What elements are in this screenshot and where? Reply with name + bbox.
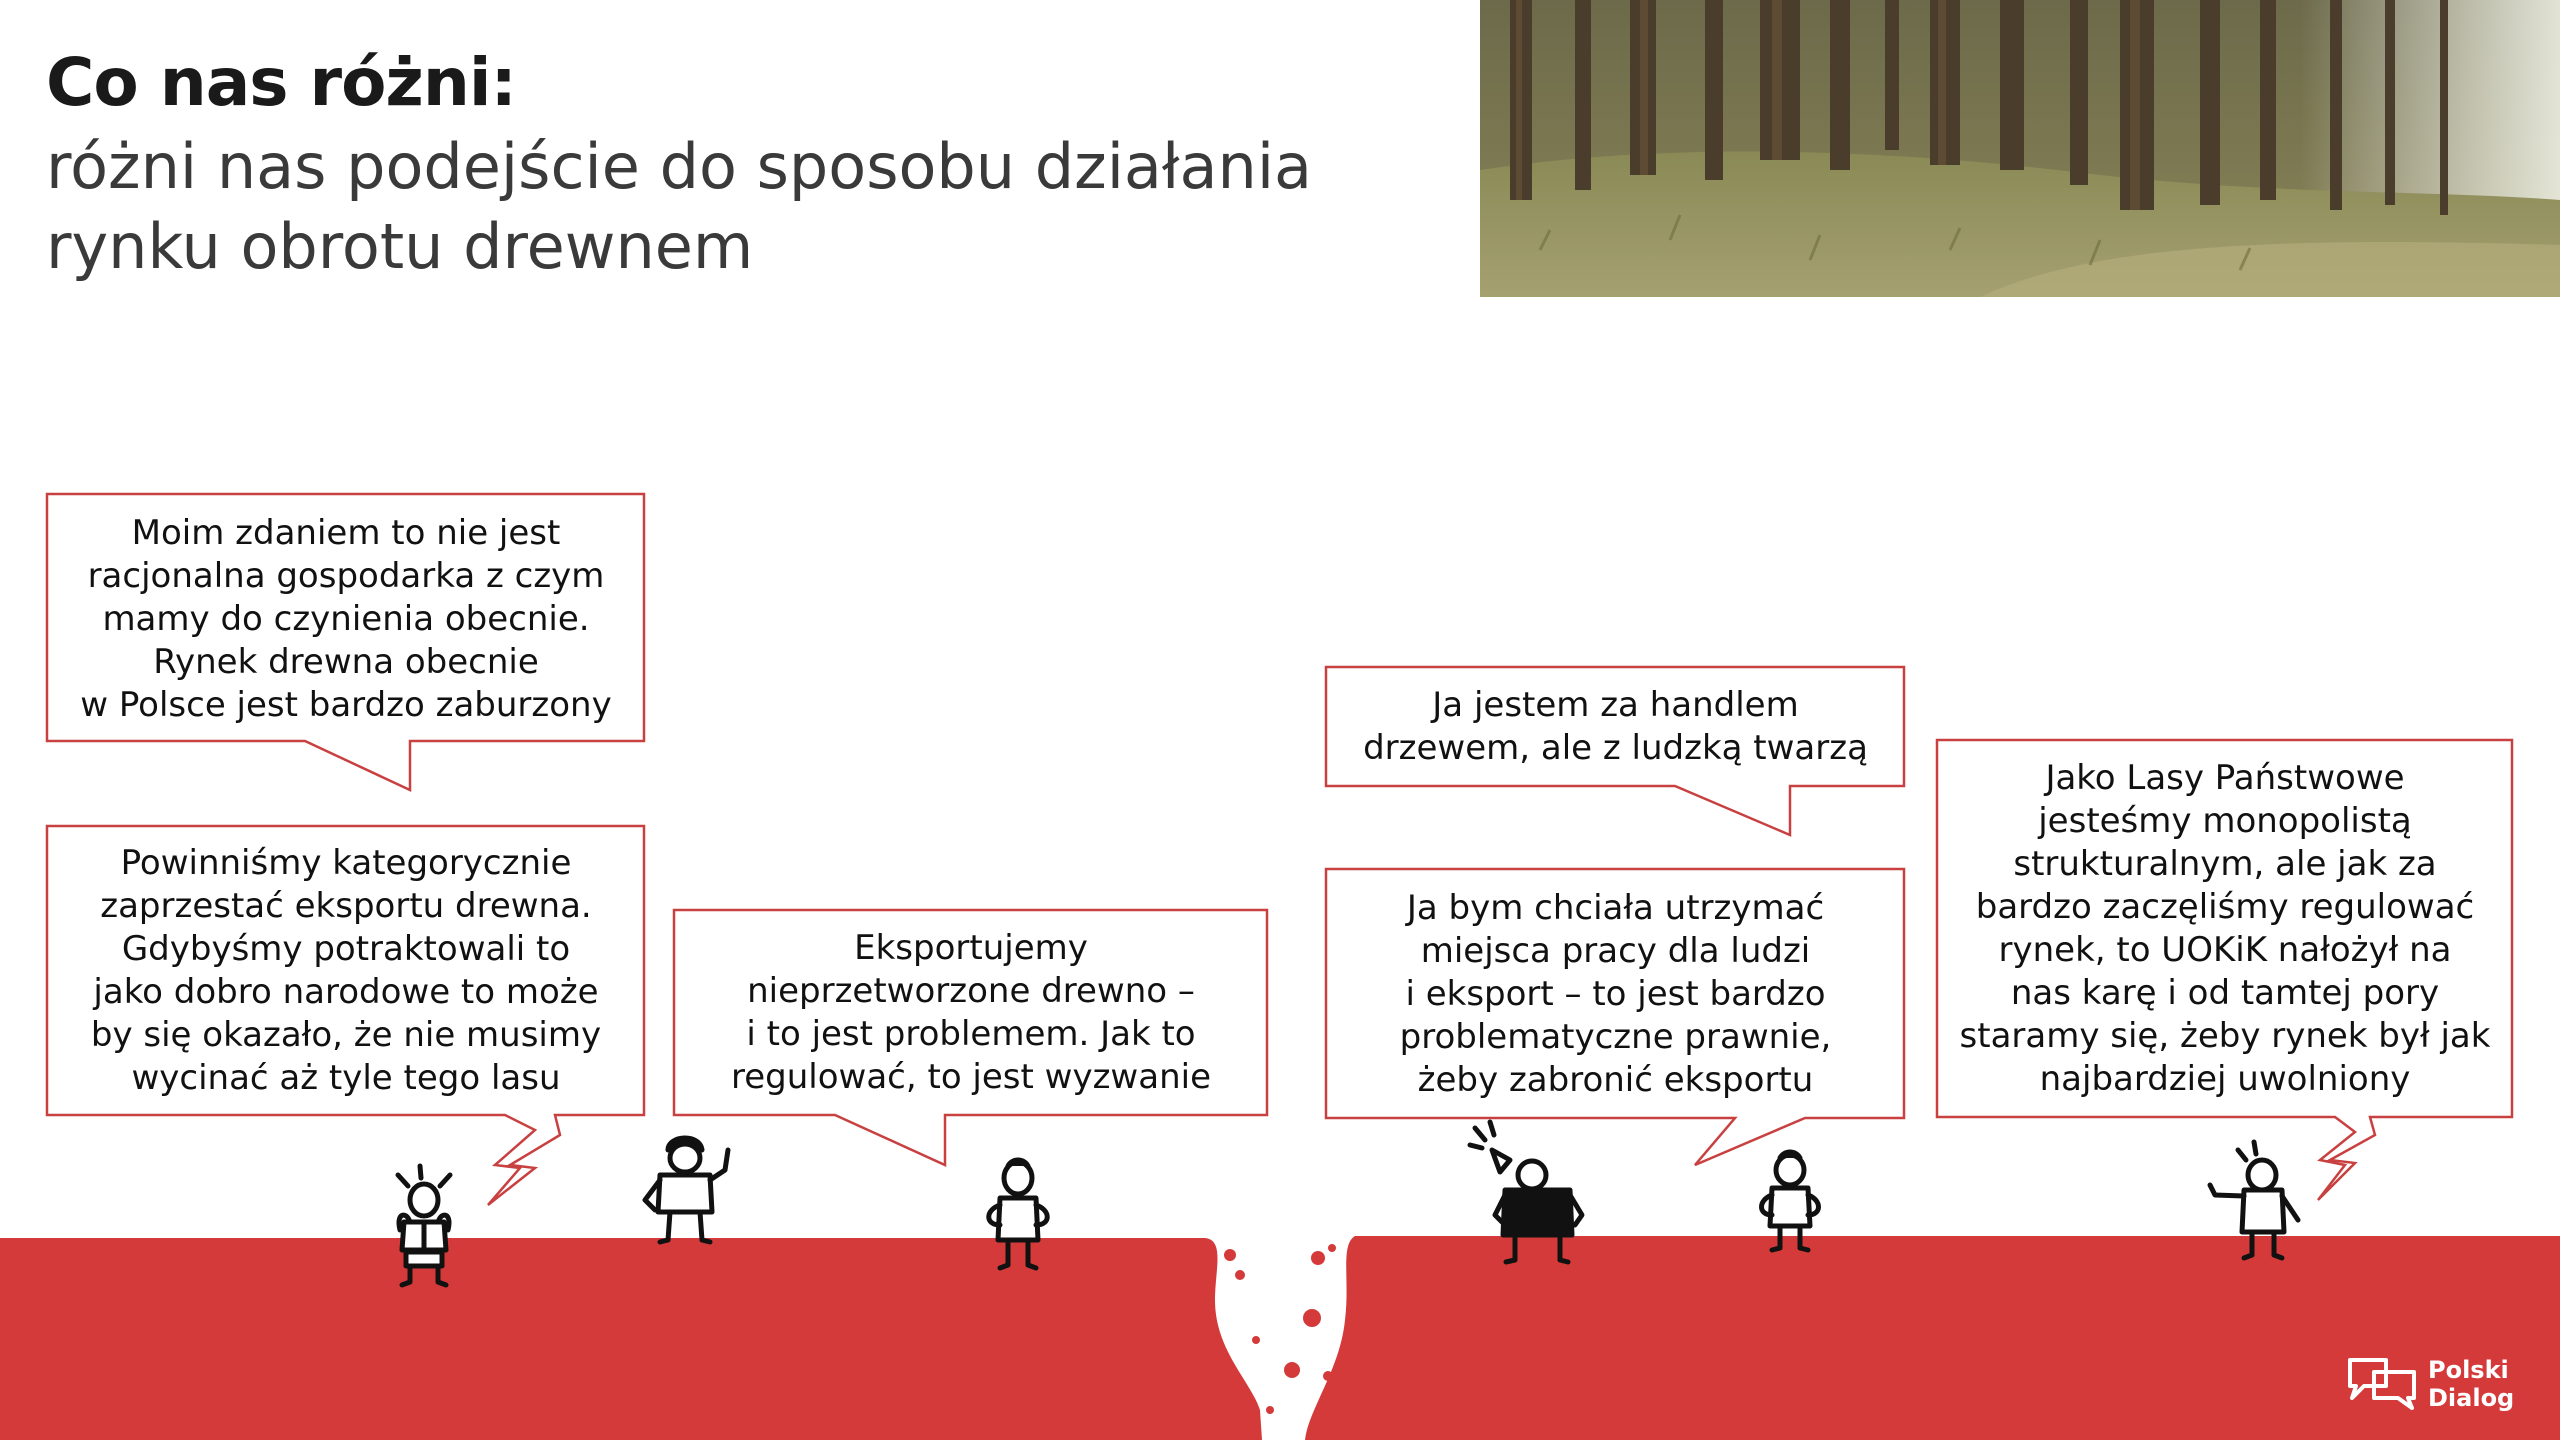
red-ground <box>0 1236 2560 1440</box>
bubble-line: strukturalnym, ale jak za <box>2013 844 2437 884</box>
bubble-line: Ja bym chciała utrzymać <box>1406 887 1825 928</box>
speech-bubbles-icon <box>2342 1352 2422 1412</box>
page-subtitle-line-2: rynku obrotu drewnem <box>46 210 754 283</box>
bubble-line: Jako Lasy Państwowe <box>2045 758 2405 798</box>
bubble-line: wycinać aż tyle tego lasu <box>131 1058 561 1098</box>
bubble-line: Powinniśmy kategorycznie <box>120 843 572 883</box>
bubble-line: żeby zabronić eksportu <box>1417 1059 1814 1100</box>
bubble-line: nieprzetworzone drewno – <box>747 971 1195 1011</box>
person-figure-1 <box>398 1166 450 1285</box>
page-title: Co nas różni: <box>46 44 516 121</box>
bubble-line: jako dobro narodowe to może <box>93 972 599 1012</box>
person-figure-5 <box>1762 1152 1819 1250</box>
bubble-line: drzewem, ale z ludzką twarzą <box>1363 728 1868 768</box>
logo-line-2: Dialog <box>2428 1384 2515 1412</box>
page-subtitle-line-1: różni nas podejście do sposobu działania <box>46 130 1313 203</box>
bubble-line: zaprzestać eksportu drewna. <box>100 886 592 926</box>
bubble-line: staramy się, żeby rynek był jak <box>1959 1016 2491 1056</box>
bubble-line: regulować, to jest wyzwanie <box>731 1057 1211 1097</box>
bubble-line: rynek, to UOKiK nałożył na <box>1998 930 2452 970</box>
bubble-line: bardzo zaczęliśmy regulować <box>1975 887 2475 927</box>
bubble-line: miejsca pracy dla ludzi <box>1420 930 1811 971</box>
bubble-line: racjonalna gospodarka z czym <box>87 555 605 596</box>
polski-dialog-logo <box>2342 1352 2522 1422</box>
bubble-line: Eksportujemy <box>854 928 1088 968</box>
bubble-line: najbardziej uwolniony <box>2039 1059 2411 1099</box>
bubble-line: w Polsce jest bardzo zaburzony <box>80 684 612 725</box>
logo-line-1: Polski <box>2428 1356 2509 1384</box>
bubble-line: problematyczne prawnie, <box>1399 1016 1832 1057</box>
logo-text <box>2428 1356 2514 1412</box>
bubble-line: jesteśmy monopolistą <box>2038 801 2412 841</box>
bubble-line: Gdybyśmy potraktowali to <box>121 929 571 969</box>
bubble-line: by się okazało, że nie musimy <box>90 1015 602 1055</box>
bubble-line: i eksport – to jest bardzo <box>1405 973 1826 1014</box>
bubble-line: mamy do czynienia obecnie. <box>102 598 590 639</box>
bubble-line: Ja jestem za handlem <box>1432 685 1799 725</box>
person-figure-2 <box>645 1138 728 1242</box>
bubble-line: nas karę i od tamtej pory <box>2010 973 2440 1013</box>
bubble-line: Rynek drewna obecnie <box>153 641 539 682</box>
bubble-line: Moim zdaniem to nie jest <box>131 512 561 553</box>
bubble-line: i to jest problemem. Jak to <box>746 1014 1196 1054</box>
